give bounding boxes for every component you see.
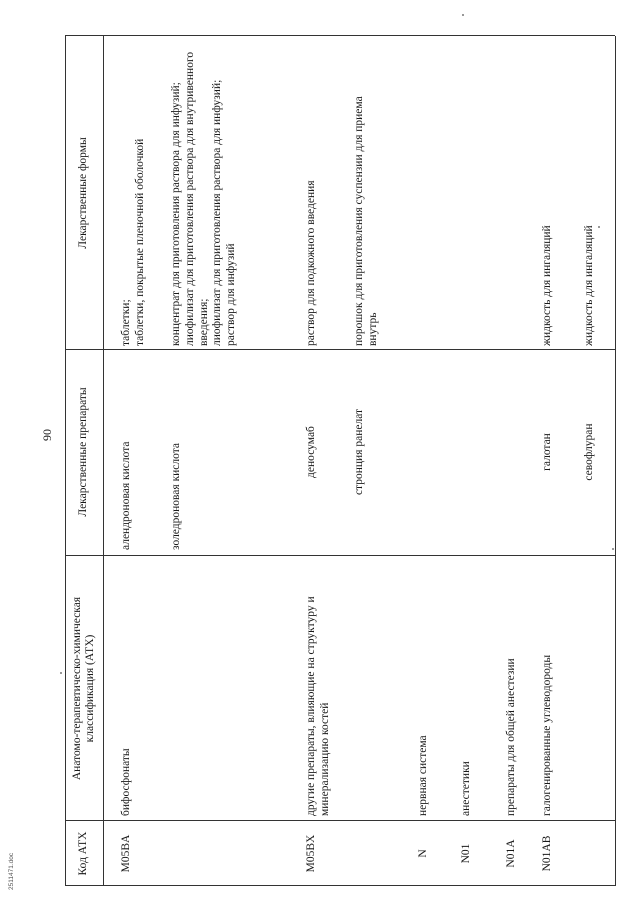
scan-speck xyxy=(612,548,614,550)
table-row-drug: алендроновая кислота xyxy=(120,441,132,550)
table-row-code: N01A xyxy=(505,839,517,868)
table-row-forms: жидкость для ингаляций xyxy=(541,225,553,346)
col-border-code xyxy=(65,820,615,821)
drug-table xyxy=(65,36,615,886)
table-row-forms: концентрат для приготовления раствора для инфузий; лиофилизат для приготовления раствора для внутривенного введения; лиофилизат для приготовления раствора для инфузий; раствор для инфузий xyxy=(170,51,238,346)
header-classification: Анатомо-терапевтическо-химическая классификация (АТХ) xyxy=(70,596,96,781)
header-divider xyxy=(103,36,104,886)
table-row-code: N xyxy=(417,849,429,858)
header-drugs: Лекарственные препараты xyxy=(77,387,90,517)
table-row-code: M05BA xyxy=(120,834,132,873)
table-row-classification: анестетики xyxy=(460,761,472,816)
table-row-forms: жидкость для ингаляций xyxy=(583,225,595,346)
table-row-classification: галогенированные углеводороды xyxy=(541,654,553,816)
table-row-drug: деносумаб xyxy=(305,426,317,478)
table-row-drug: галотан xyxy=(541,433,553,471)
table-row-classification: препараты для общей анестезии xyxy=(505,658,517,816)
table-row-classification: бифосфонаты xyxy=(120,748,132,816)
table-row-forms: порошок для приготовления суспензии для приема внутрь xyxy=(353,96,379,346)
table-row-drug: золедроновая кислота xyxy=(170,442,182,550)
header-code: Код АТХ xyxy=(77,831,90,876)
header-forms: Лекарственные формы xyxy=(77,137,90,249)
table-row-code: M05BX xyxy=(305,834,317,873)
scan-speck xyxy=(60,672,62,674)
scan-speck xyxy=(462,14,464,16)
table-row-forms: таблетки; таблетки, покрытые пленочной оболочкой xyxy=(120,138,146,346)
table-row-classification: другие препараты, влияющие на структуру и минерализацию костей xyxy=(305,596,331,816)
table-row-forms: раствор для подкожного введения xyxy=(305,180,317,346)
page-number: 90 xyxy=(40,429,54,441)
table-row-code: N01AB xyxy=(541,835,553,872)
table-row-classification: нервная система xyxy=(417,735,429,816)
table-row-drug: севофлуран xyxy=(583,423,595,481)
col-border-classification xyxy=(65,555,615,556)
scan-speck xyxy=(598,226,600,228)
col-border-right xyxy=(65,35,615,36)
table-bottom-border xyxy=(615,36,616,886)
file-stamp: 2511471.doc xyxy=(8,852,15,890)
table-row-drug: стронция ранелат xyxy=(353,408,365,496)
table-row-code: N01 xyxy=(460,843,472,864)
col-border-left xyxy=(65,885,615,886)
col-border-drugs xyxy=(65,349,615,350)
